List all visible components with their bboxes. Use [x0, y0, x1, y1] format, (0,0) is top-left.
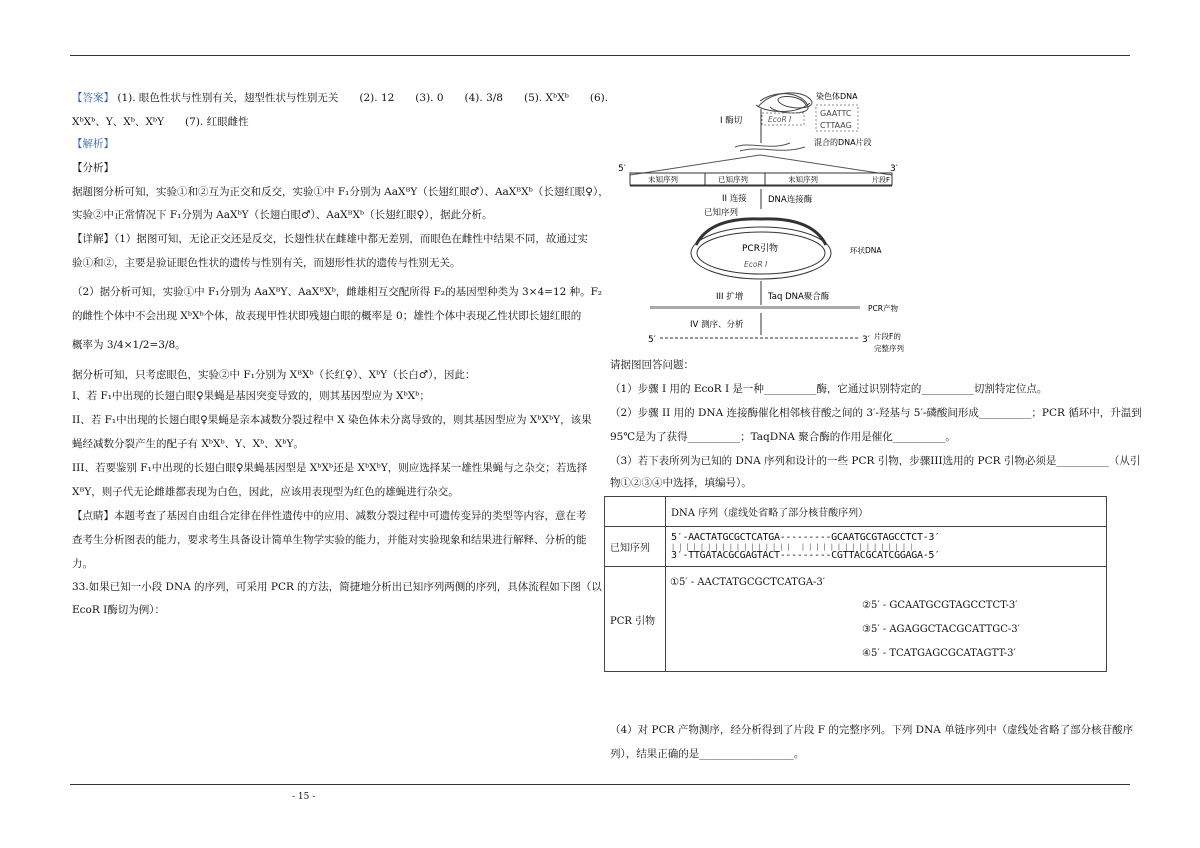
primer-1: ①5′ - AACTATGCGCTCATGA-3′: [670, 577, 826, 588]
known-seq-cell: 已知序列: [605, 527, 666, 567]
full-seq-label-2: 完整序列: [874, 344, 904, 353]
pcr-product-bar: [650, 306, 860, 309]
pcr-product-label: PCR产物: [868, 304, 898, 313]
paragraph-4: 验①和②，主要是验证眼色性状的遗传与性别有关，而翅形性状的遗传与性别无关。: [72, 257, 461, 269]
full-seq-label-1: 片段F的: [874, 332, 901, 341]
ecor1-label: EcoR I: [768, 115, 792, 124]
paragraph-6: 的雌性个体中不会出现 XᵇXᵇ个体，故表现甲性状即残翅白眼的概率是 0；雄性个体中表现乙性状即长翅红眼的: [72, 310, 582, 322]
table-header: DNA 序列（虚线处省略了部分核苷酸序列）: [666, 497, 1107, 527]
table-row-known: [605, 527, 1107, 567]
ecor1-circle-label: EcoR I: [744, 260, 768, 269]
question-3-line-2: 物①②③④中选择，填编号）。: [610, 477, 752, 489]
paragraph-16: 力。: [72, 558, 93, 570]
chromosome-dna-label: 染色体DNA: [816, 92, 858, 101]
base-pair-ticks: ||||||||||||||||| ||||||||||||||||: [671, 542, 917, 551]
primer-4: ④5′ - TCATGAGCGCATAGTT-3′: [862, 648, 1016, 659]
paragraph-10: II、若 F₁中出现的长翅白眼♀果蝇是亲本减数分裂过程中 X 染色体未分离导致的，则其基因型应为 XᵇXᵇY，该果: [72, 414, 592, 426]
paragraph-13: XᴮY，则子代无论雌雄都表现为白色，因此，应该用表现型为红色的雄蝇进行杂交。: [72, 486, 459, 498]
page-number: - 15 -: [292, 792, 316, 802]
taq-label: Taq DNA聚合酶: [768, 292, 830, 302]
question-33-line-1: 33.如果已知一小段 DNA 的序列，可采用 PCR 的方法，简捷地分析出已知序列两侧的序列，具体流程如下图（以: [72, 581, 602, 593]
answer-tag: 【答案】: [72, 92, 114, 104]
full-3-prime: 3′: [862, 335, 870, 345]
primer-cell: PCR 引物: [605, 567, 666, 672]
question-4-line-1: （4）对 PCR 产物测序，经分析得到了片段 F 的完整序列。下列 DNA 单链序列中（虚线处省略了部分核苷酸序: [610, 724, 1134, 736]
known-seq: 已知序列: [718, 175, 748, 184]
unknown-seq-2: 未知序列: [788, 175, 818, 184]
paragraph-9: I、若 F₁中出现的长翅白眼♀果蝇是基因突变导致的，则其基因型应为 XᵇXᵇ；: [72, 390, 430, 402]
paragraph-2: 实验②中正常情况下 F₁分别为 AaXᵇY（长翅白眼♂）、AaXᴮXᵇ（长翅红眼♀），据此分析。: [72, 209, 493, 221]
fragment-3-prime: 3′: [890, 164, 898, 174]
paragraph-15: 查考生分析图表的能力，要求考生具备设计简单生物学实验的能力，并能对实验现象和结果进行解释、分析的能: [72, 534, 587, 546]
analysis-tag: 【解析】: [72, 138, 114, 150]
seq-top-strand: 5′-AACTATGCGCTCATGA---------GCAATGCGTAGCCTCT-3′: [671, 531, 940, 543]
mixed-fragments-icon: [735, 143, 805, 151]
paragraph-12: III、若要鉴别 F₁中出现的长翅白眼♀果蝇基因型是 XᵇXᵇ还是 XᵇXᵇY，则应选择某一雄性果蝇与之杂交；若选择: [72, 462, 588, 474]
paragraph-11: 蝇经减数分裂产生的配子有 XᵇXᵇ、Y、Xᵇ、XᵇY。: [72, 438, 304, 450]
paragraph-14: 【点睛】本题考查了基因自由组合定律在伴性遗传中的应用、减数分裂过程中可遗传变异的类型等内容，意在考: [72, 510, 587, 522]
seq-bottom-strand: 3′-TTGATACGCGAGTACT---------CGTTACGCATCGGAGA-5′: [671, 549, 940, 561]
cut-site-top: GAATTC: [820, 109, 852, 118]
step-2-label: II 连接: [722, 194, 747, 204]
question-3-line-1: （3）若下表所列为已知的 DNA 序列和设计的一些 PCR 引物，步骤III选用的 PCR 引物必须是__________（从引: [610, 455, 1141, 467]
step-1-label: I 酶切: [720, 116, 743, 126]
step-4-label: IV 测序、分析: [690, 320, 744, 330]
expand-lines: [630, 155, 892, 175]
dna-primer-table: [604, 496, 1107, 672]
paragraph-7: 概率为 3/4×1/2=3/8。: [72, 339, 186, 351]
bottom-rule: [70, 784, 1130, 785]
fragment-5-prime: 5′: [618, 164, 626, 174]
paragraph-1: 据题图分析可知，实验①和②互为正交和反交，实验①中 F₁分别为 AaXᴮY（长翅红眼♂）、AaXᴮXᵇ（长翅红眼♀），: [72, 186, 609, 198]
primer-2: ②5′ - GCAATGCGTAGCCTCT-3′: [862, 600, 1018, 611]
pcr-flow-diagram: [610, 85, 910, 357]
question-1: （1）步骤 I 用的 EcoR I 是一种__________酶，它通过识别特定的__________切割特定位点。: [610, 383, 1048, 395]
chromosome-dna-icon: [756, 93, 812, 113]
cut-site-bottom: CTTAAG: [820, 121, 852, 130]
question-33-line-2: EcoR I酶切为例）：: [72, 604, 166, 616]
question-4-line-2: 列），结果正确的是__________________。: [610, 748, 805, 760]
paragraph-8: 据分析可知，只考虑眼色，实验②中 F₁分别为 XᴮXᵇ（长红♀）、XᵇY（长白♂），因此：: [72, 369, 476, 381]
step-3-label: III 扩增: [716, 292, 744, 302]
fenxi-heading: 【分析】: [72, 162, 114, 174]
full-5-prime: 5′: [648, 335, 656, 345]
table-row-primers: [605, 567, 1107, 672]
answer-text-1: (1). 眼色性状与性别有关，翅型性状与性别无关 (2). 12 (3). 0 (4). 3/8 (5). XᵇXᵇ (6).: [117, 92, 609, 104]
intro-text: 请据图回答问题：: [610, 359, 694, 371]
paragraph-3: 【详解】（1）据图可知，无论正交还是反交，长翅性状在雌雄中都无差别，而眼色在雌性中结果不同，故通过实: [72, 233, 588, 245]
pcr-primer-label: PCR引物: [742, 244, 778, 254]
question-2-line-1: （2）步骤 II 用的 DNA 连接酶催化相邻核苷酸之间的 3′-羟基与 5′-磷酸间形成__________；PCR 循环中，升温到: [610, 407, 1142, 419]
fragment-f-label: 片段F: [872, 176, 891, 184]
answer-line-1: [72, 90, 608, 106]
circular-dna-label: 环状DNA: [850, 246, 882, 255]
known-seq-pointer-label: 已知序列: [704, 208, 739, 218]
mixed-fragments-label: 混合的DNA片段: [814, 138, 872, 147]
table-header-row: [605, 497, 1107, 527]
paragraph-5: （2）据分析可知，实验①中 F₁分别为 AaXᴮY、AaXᴮXᵇ，雌雄相互交配所得 F₂的基因型种类为 3×4=12 种。F₂: [72, 286, 603, 298]
unknown-seq-1: 未知序列: [648, 175, 678, 184]
top-rule: [70, 55, 1130, 56]
ligase-label: DNA连接酶: [768, 195, 813, 205]
answer-text-2: XᵇXᵇ、Y、Xᵇ、XᵇY (7). 红眼雌性: [72, 116, 249, 128]
primer-3: ③5′ - AGAGGCTACGCATTGC-3′: [862, 624, 1020, 635]
question-2-line-2: 95℃是为了获得__________；TaqDNA 聚合酶的作用是催化__________。: [610, 431, 956, 443]
